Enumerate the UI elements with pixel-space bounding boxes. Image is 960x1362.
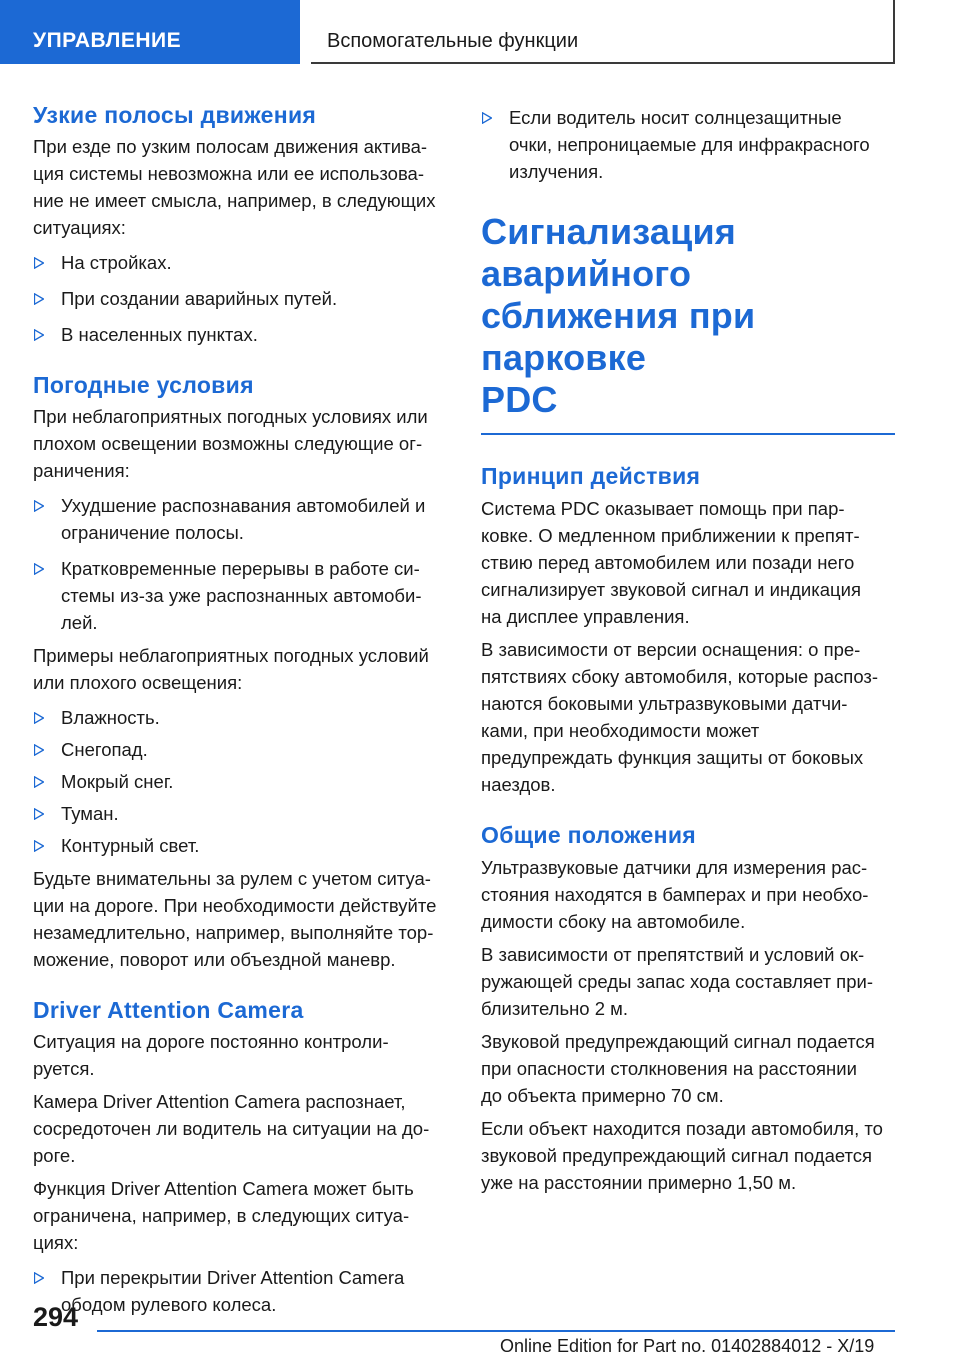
text-line: сосредоточен ли водитель на ситуации на до- (33, 1118, 430, 1139)
list-item (481, 104, 901, 185)
paragraph (33, 133, 453, 241)
section-heading: Принцип действия (481, 463, 701, 489)
section-heading: Driver Attention Camera (33, 997, 304, 1023)
list-triangle-icon (34, 293, 44, 305)
list-item-text: При создании аварийных путей. (61, 288, 338, 309)
list-item-text: Снегопад. (61, 739, 148, 760)
text-line: В зависимости от препятствий и условий ок- (481, 944, 865, 965)
text-line: Камера Driver Attention Camera распознает, (33, 1091, 406, 1112)
text-line: ограничена, например, в следующих ситуа- (33, 1205, 410, 1226)
text-line: раничения: (33, 460, 130, 481)
list-item (33, 492, 453, 546)
paragraph (33, 403, 453, 484)
list-item (33, 800, 453, 827)
text-line: Если объект находится позади автомобиля, то (481, 1118, 883, 1139)
narrow-lanes-section (33, 100, 453, 348)
footer-edition-text: Online Edition for Part no. 01402884012 - X/19 (500, 1336, 875, 1356)
list-item-text: В населенных пунктах. (61, 324, 258, 345)
paragraph (481, 941, 901, 1022)
text-line: можение, поворот или объездной маневр. (33, 949, 396, 970)
text-line: ковке. О медленном приближении к препят- (481, 525, 860, 546)
camera-section (33, 995, 453, 1318)
text-line: стемы из-за уже распознанных автомоби- (61, 585, 422, 606)
list-triangle-icon (482, 112, 492, 124)
paragraph (481, 495, 901, 630)
text-line: ружающей среды запас хода составляет при- (481, 971, 873, 992)
text-line: предупреждать функция защиты от боковых (481, 747, 864, 768)
text-line: ствию перед автомобилем или позади него (481, 552, 855, 573)
list-item (33, 832, 453, 859)
text-line: Функция Driver Attention Camera может быть (33, 1178, 414, 1199)
list-item-text: Влажность. (61, 707, 160, 728)
text-line: стояния находятся в бамперах и при необхо- (481, 884, 869, 905)
text-line: ции на дороге. При необходимости действуйте (33, 895, 437, 916)
text-line: близительно 2 м. (481, 998, 629, 1019)
heading-rule (481, 433, 895, 435)
text-line: наются боковыми ультразвуковыми датчи- (481, 693, 848, 714)
text-line: лей. (61, 612, 98, 633)
text-line: димости сбоку на автомобиле. (481, 911, 746, 932)
paragraph (33, 865, 453, 973)
list-item (33, 704, 453, 731)
text-line: ободом рулевого колеса. (61, 1294, 277, 1315)
principle-section (481, 461, 901, 798)
list-triangle-icon (34, 1272, 44, 1284)
text-line: роге. (33, 1145, 76, 1166)
list-item (33, 768, 453, 795)
paragraph (33, 642, 453, 696)
list-item (33, 285, 453, 312)
list-triangle-icon (34, 329, 44, 341)
footer-rule (97, 1330, 895, 1332)
text-line: ция системы невозможна или ее использова- (33, 163, 425, 184)
paragraph (481, 854, 901, 935)
list-item-text: Контурный свет. (61, 835, 200, 856)
text-line: Если водитель носит солнцезащитные (509, 107, 842, 128)
text-line: При неблагоприятных погодных условиях или (33, 406, 428, 427)
text-line: При езде по узким полосам движения актива- (33, 136, 428, 157)
header-chapter-box (311, 0, 895, 64)
paragraph (33, 1088, 453, 1169)
text-line: сигнализирует звуковой сигнал и индикация (481, 579, 861, 600)
text-line: излучения. (509, 161, 604, 182)
list-item (33, 249, 453, 276)
text-line: Система PDC оказывает помощь при пар- (481, 498, 845, 519)
heading-line: Сигнализация аварийного (481, 211, 736, 294)
text-line: звуковой предупреждающий сигнал подается (481, 1145, 873, 1166)
page-number: 294 (33, 1302, 79, 1332)
list-item (33, 555, 453, 636)
list-item-text: Мокрый снег. (61, 771, 174, 792)
list-triangle-icon (34, 840, 44, 852)
heading-line: сближения при парковке (481, 295, 756, 378)
section-label: УПРАВЛЕНИЕ (33, 29, 182, 52)
text-line: руется. (33, 1058, 95, 1079)
text-line: Ситуация на дороге постоянно контроли- (33, 1031, 389, 1052)
text-line: до объекта примерно 70 см. (481, 1085, 724, 1106)
paragraph (33, 1175, 453, 1256)
paragraph (481, 636, 901, 798)
list-item-text: На стройках. (61, 252, 172, 273)
text-line: ситуациях: (33, 217, 126, 238)
section-heading: Общие положения (481, 822, 696, 848)
text-line: Будьте внимательны за рулем с учетом ситуа- (33, 868, 431, 889)
list-triangle-icon (34, 563, 44, 575)
list-item-text: Туман. (61, 803, 119, 824)
list-triangle-icon (34, 808, 44, 820)
list-item (33, 736, 453, 763)
section-heading: Узкие полосы движения (33, 102, 317, 128)
text-line: Звуковой предупреждающий сигнал подается (481, 1031, 875, 1052)
heading-line: PDC (481, 379, 558, 420)
text-line: Кратковременные перерывы в работе си- (61, 558, 420, 579)
list-triangle-icon (34, 744, 44, 756)
list-item (33, 321, 453, 348)
text-line: циях: (33, 1232, 79, 1253)
general-section (481, 820, 901, 1196)
text-line: очки, непроницаемые для инфракрасного (509, 134, 870, 155)
list-triangle-icon (34, 500, 44, 512)
text-line: Ухудшение распознавания автомобилей и (61, 495, 426, 516)
section-heading: Погодные условия (33, 372, 254, 398)
list-triangle-icon (34, 776, 44, 788)
main-heading (481, 211, 901, 421)
text-line: или плохого освещения: (33, 672, 243, 693)
text-line: на дисплее управления. (481, 606, 690, 627)
text-line: наездов. (481, 774, 556, 795)
text-line: В зависимости от версии оснащения: о пре- (481, 639, 861, 660)
header-section-tab (0, 0, 300, 64)
text-line: ние не имеет смысла, например, в следующих (33, 190, 436, 211)
paragraph (481, 1115, 901, 1196)
paragraph (481, 1028, 901, 1109)
text-line: ограничение полосы. (61, 522, 244, 543)
text-line: При перекрытии Driver Attention Camera (61, 1267, 405, 1288)
text-line: ками, при необходимости может (481, 720, 760, 741)
list-item (33, 1264, 453, 1318)
text-line: Ультразвуковые датчики для измерения рас- (481, 857, 868, 878)
left-column (33, 100, 453, 1318)
chapter-label: Вспомогательные функции (327, 30, 579, 52)
text-line: плохом освещении возможны следующие ог- (33, 433, 423, 454)
paragraph (33, 1028, 453, 1082)
list-triangle-icon (34, 712, 44, 724)
text-line: при опасности столкновения на расстоянии (481, 1058, 857, 1079)
text-line: пятствиях сбоку автомобиля, которые распоз- (481, 666, 879, 687)
right-column (481, 104, 901, 1196)
weather-section (33, 370, 453, 973)
text-line: Примеры неблагоприятных погодных условий (33, 645, 429, 666)
text-line: незамедлительно, например, выполняйте тор- (33, 922, 434, 943)
text-line: уже на расстоянии примерно 1,50 м. (481, 1172, 797, 1193)
list-triangle-icon (34, 257, 44, 269)
